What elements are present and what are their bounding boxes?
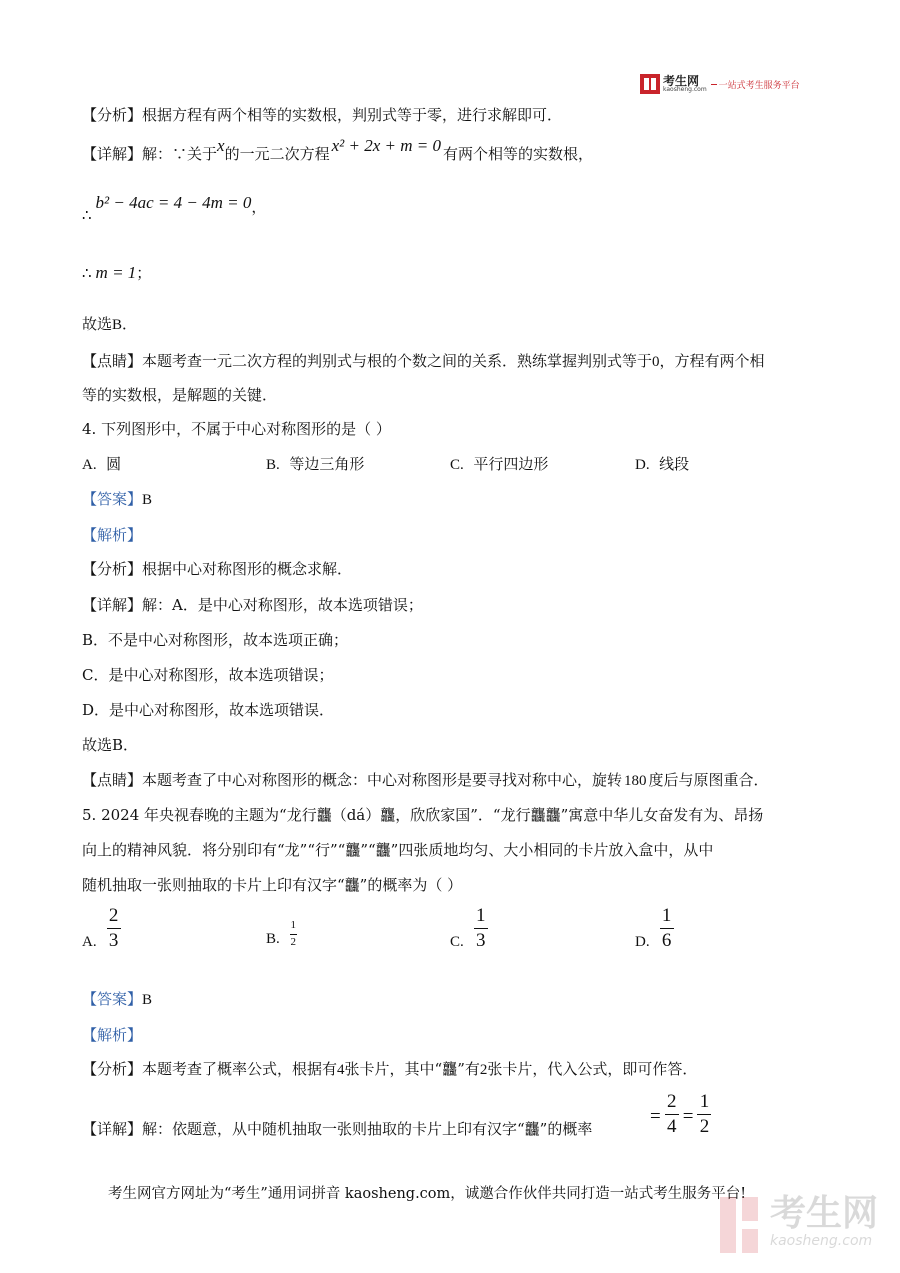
q3-detail — [82, 136, 593, 164]
logo-icon — [640, 74, 660, 94]
q4-option-a: A. 圆 — [82, 455, 122, 473]
q4-line-b: B．不是中心对称图形，故本选项正确； — [82, 631, 349, 649]
step1-end: ， — [251, 198, 267, 216]
q3-comment-line2: 等的实数根，是解题的关键． — [82, 386, 278, 404]
logo-text: 考生网 — [663, 74, 700, 88]
q4-analysis: 【分析】根据中心对称图形的概念求解． — [82, 560, 353, 578]
tag-answer: 【答案】 — [82, 490, 143, 508]
q4-solution-tag: 【解析】 — [82, 526, 143, 544]
q4-option-b: B. 等边三角形 — [266, 455, 365, 473]
choice-letter: B — [112, 317, 123, 333]
detail-text-b: 的一元二次方程 — [224, 145, 330, 163]
q4-option-c: C. 平行四边形 — [450, 455, 549, 473]
footer-text: 考生网官方网址为“考生”通用词拼音 kaosheng.com，诚邀合作伙伴共同打造一站式考生服务平台! — [108, 1186, 747, 1202]
q5-stem-line3: 随机抽取一张则抽取的卡片上印有汉字“龘”的概率为（ ） — [82, 876, 463, 894]
q4-choice: 故选B． — [82, 736, 139, 754]
var-x: x — [217, 136, 225, 155]
watermark-logo-icon — [720, 1197, 764, 1257]
tag-detail: 【详解】 — [82, 145, 143, 163]
therefore-symbol: ∴ — [82, 206, 92, 224]
q4-option-d: D. 线段 — [635, 455, 690, 473]
q5-stem-line2: 向上的精神风貌．将分别印有“龙”“行”“龘”“龘”四张质地均匀、大小相同的卡片放入盒中，从中 — [82, 841, 714, 859]
q3-comment-line1: 【点睛】本题考查一元二次方程的判别式与根的个数之间的关系．熟练掌握判别式等于0，方程有两个相 — [82, 352, 765, 370]
tag-comment: 【点睛】 — [82, 352, 143, 370]
q5-option-b: B. $\frac{1}{2}$ — [266, 919, 297, 948]
q4-line-c: C．是中心对称图形，故本选项错误； — [82, 666, 334, 684]
q3-choice: 故选B． — [82, 315, 138, 333]
q5-option-d: D. $\frac{1}{6}$ — [635, 906, 674, 951]
therefore-symbol: ∴ — [82, 264, 92, 282]
fraction: $\frac{1}{6}$ — [660, 906, 674, 951]
q4-answer — [82, 488, 152, 509]
q3-step1 — [82, 193, 267, 224]
analysis-text: 根据方程有两个相等的实数根，判别式等于零，进行求解即可． — [142, 106, 563, 124]
fraction: $\frac{2}{3}$ — [107, 906, 121, 951]
q5-stem-line1: 5. 2024 年央视春晚的主题为“龙行龘（dá）龘，欣欣家国”．“龙行龘龘”寓意中华儿女奋发有为、昂扬 — [82, 806, 764, 824]
step2-end: ； — [136, 264, 152, 282]
q5-analysis: 【分析】本题考查了概率公式，根据有4张卡片，其中“龘”有2张卡片，代入公式，即可作答． — [82, 1060, 698, 1078]
logo-sub: kaosheng.com — [663, 86, 707, 93]
q3-step2 — [82, 262, 151, 283]
logo-slogan: 一站式考生服务平台 — [718, 80, 800, 91]
q5-answer: 【答案】B — [82, 990, 153, 1008]
q4-comment: 【点睛】本题考查了中心对称图形的概念：中心对称图形是要寻找对称中心，旋转 180 度后与原图重合． — [82, 771, 769, 789]
q5-solution-tag: 【解析】 — [82, 1026, 143, 1044]
q5-detail: 【详解】解：依题意，从中随机抽取一张则抽取的卡片上印有汉字“龘”的概率 — [82, 1120, 593, 1138]
detail-text-a: 解：∵关于 — [142, 145, 218, 163]
fraction: $\frac{1}{2}$ — [697, 1092, 711, 1137]
q5-detail-fraction: = $\frac{2}{4}$ = $\frac{1}{2}$ — [650, 1092, 711, 1137]
fraction: $\frac{1}{3}$ — [474, 906, 488, 951]
watermark-text: 考生网 kaosheng.com — [770, 1193, 879, 1249]
fraction: $\frac{2}{4}$ — [665, 1092, 679, 1137]
q4-detail: 【详解】解：A．是中心对称图形，故本选项错误； — [82, 596, 423, 614]
answer-value: B — [142, 492, 153, 508]
fraction: $\frac{1}{2}$ — [290, 919, 297, 948]
q3-analysis — [82, 104, 562, 125]
detail-text-c: 有两个相等的实数根， — [442, 145, 593, 163]
discriminant-equation: b² − 4ac = 4 − 4m = 0 — [95, 193, 252, 212]
q5-option-a: A. $\frac{2}{3}$ — [82, 906, 121, 951]
q4-stem: 4. 下列图形中，不属于中心对称图形的是（ ） — [82, 420, 391, 438]
q5-option-c: C. $\frac{1}{3}$ — [450, 906, 488, 951]
header-logo — [640, 72, 800, 96]
tag-analysis: 【分析】 — [82, 106, 143, 124]
q4-line-d: D．是中心对称图形，故本选项错误． — [82, 701, 335, 719]
m-value: m = 1 — [95, 263, 137, 282]
quadratic-equation: x² + 2x + m = 0 — [331, 136, 441, 155]
